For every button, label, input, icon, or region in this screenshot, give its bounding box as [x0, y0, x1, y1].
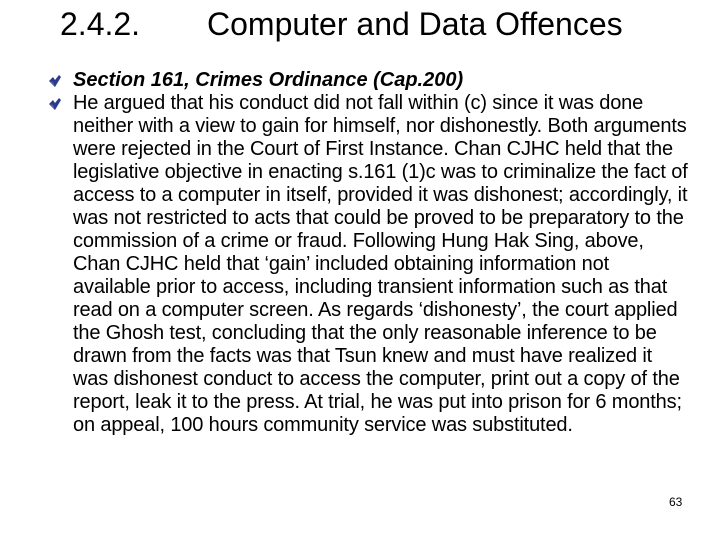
- section-title: Computer and Data Offences: [207, 6, 623, 42]
- bullet-text-body: He argued that his conduct did not fall within (c) since it was done neither with a view to gain for himself, nor dishonestly. Both arguments were rejected in the Court of First Instance. Chan CJHC held that the legislative objective in enacting s.161 (1)c was to criminalize the fact of access to a computer in itself, provided it was dishonest; accordingly, it was not restricted to acts that could be proved to be preparatory to the commission of a crime or fraud. Following Hung Hak Sing, above, Chan CJHC held that ‘gain’ included obtaining information not available prior to access, including transient information such as that read on a computer screen. As regards ‘dishonesty’, the court applied the Ghosh test, concluding that the only reasonable inference to be drawn from the facts was that Tsun knew and must have realized it was dishonest conduct to access the computer, print out a copy of the report, leak it to the press. At trial, he was put into prison for 6 months; on appeal, 100 hours community service was substituted.: [73, 92, 688, 436]
- bullet-text-heading: Section 161, Crimes Ordinance (Cap.200): [73, 69, 464, 91]
- bullet-item: [48, 92, 688, 437]
- bullet-item: [48, 69, 688, 92]
- slide-number: 63: [669, 495, 683, 509]
- bullet-list: [48, 69, 688, 437]
- diamond-checkmark-icon: [48, 74, 62, 88]
- diamond-checkmark-icon: [48, 97, 62, 111]
- section-number: 2.4.2.: [60, 6, 141, 42]
